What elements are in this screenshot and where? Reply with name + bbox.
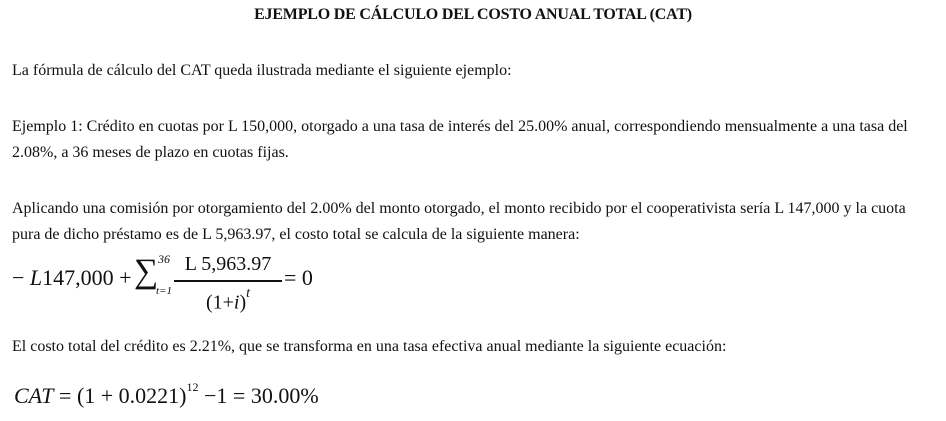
summation-lower-limit: t=1 <box>156 285 172 297</box>
total-cost-paragraph: El costo total del crédito es 2.21%, que se transforma en una tasa efectiva anual mediante la siguiente ecuación: <box>12 338 727 355</box>
plus-sign: + <box>119 265 132 290</box>
cat-body: = (1 + 0.0221) <box>53 383 187 408</box>
example-paragraph: Ejemplo 1: Crédito en cuotas por L 150,000, otorgado a una tasa de interés del 25.00% anual, correspondiendo mensualmente a una tasa del 2.08%, a 36 meses de plazo en cuotas fijas. <box>12 118 908 161</box>
equation-rhs: = 0 <box>284 265 313 290</box>
commission-paragraph: Aplicando una comisión por otorgamiento del 2.00% del monto otorgado, el monto recibido por el cooperativista sería L 147,000 y la cuota pura de dicho préstamo es de L 5,963.97, el costo total se calcula de la siguiente manera: <box>12 200 906 243</box>
equation-lhs <box>12 265 132 291</box>
denominator-open: (1+ <box>205 291 234 314</box>
minus-sign: − <box>12 265 25 290</box>
fraction-bar <box>174 280 282 282</box>
cat-exponent: 12 <box>186 379 199 394</box>
summation-symbol: ∑ <box>134 253 159 290</box>
fraction-numerator: L 5,963.97 <box>184 253 272 275</box>
denominator-exponent: t <box>246 285 251 301</box>
intro-paragraph: La fórmula de cálculo del CAT queda ilustrada mediante el siguiente ejemplo: <box>12 62 512 79</box>
cat-variable: CAT <box>14 383 54 408</box>
cat-equation <box>14 379 319 409</box>
lhs-amount: 147,000 <box>42 265 114 290</box>
cat-result: −1 = 30.00% <box>198 383 319 408</box>
document-title: EJEMPLO DE CÁLCULO DEL COSTO ANUAL TOTAL (CAT) <box>254 6 692 23</box>
fraction <box>174 250 282 316</box>
fraction-denominator <box>174 284 282 317</box>
lhs-variable: L <box>29 265 43 290</box>
denominator-variable: i <box>233 291 240 314</box>
denominator-close: ) <box>239 291 247 314</box>
cost-equation <box>12 250 412 330</box>
summation-upper-limit: 36 <box>158 252 170 266</box>
